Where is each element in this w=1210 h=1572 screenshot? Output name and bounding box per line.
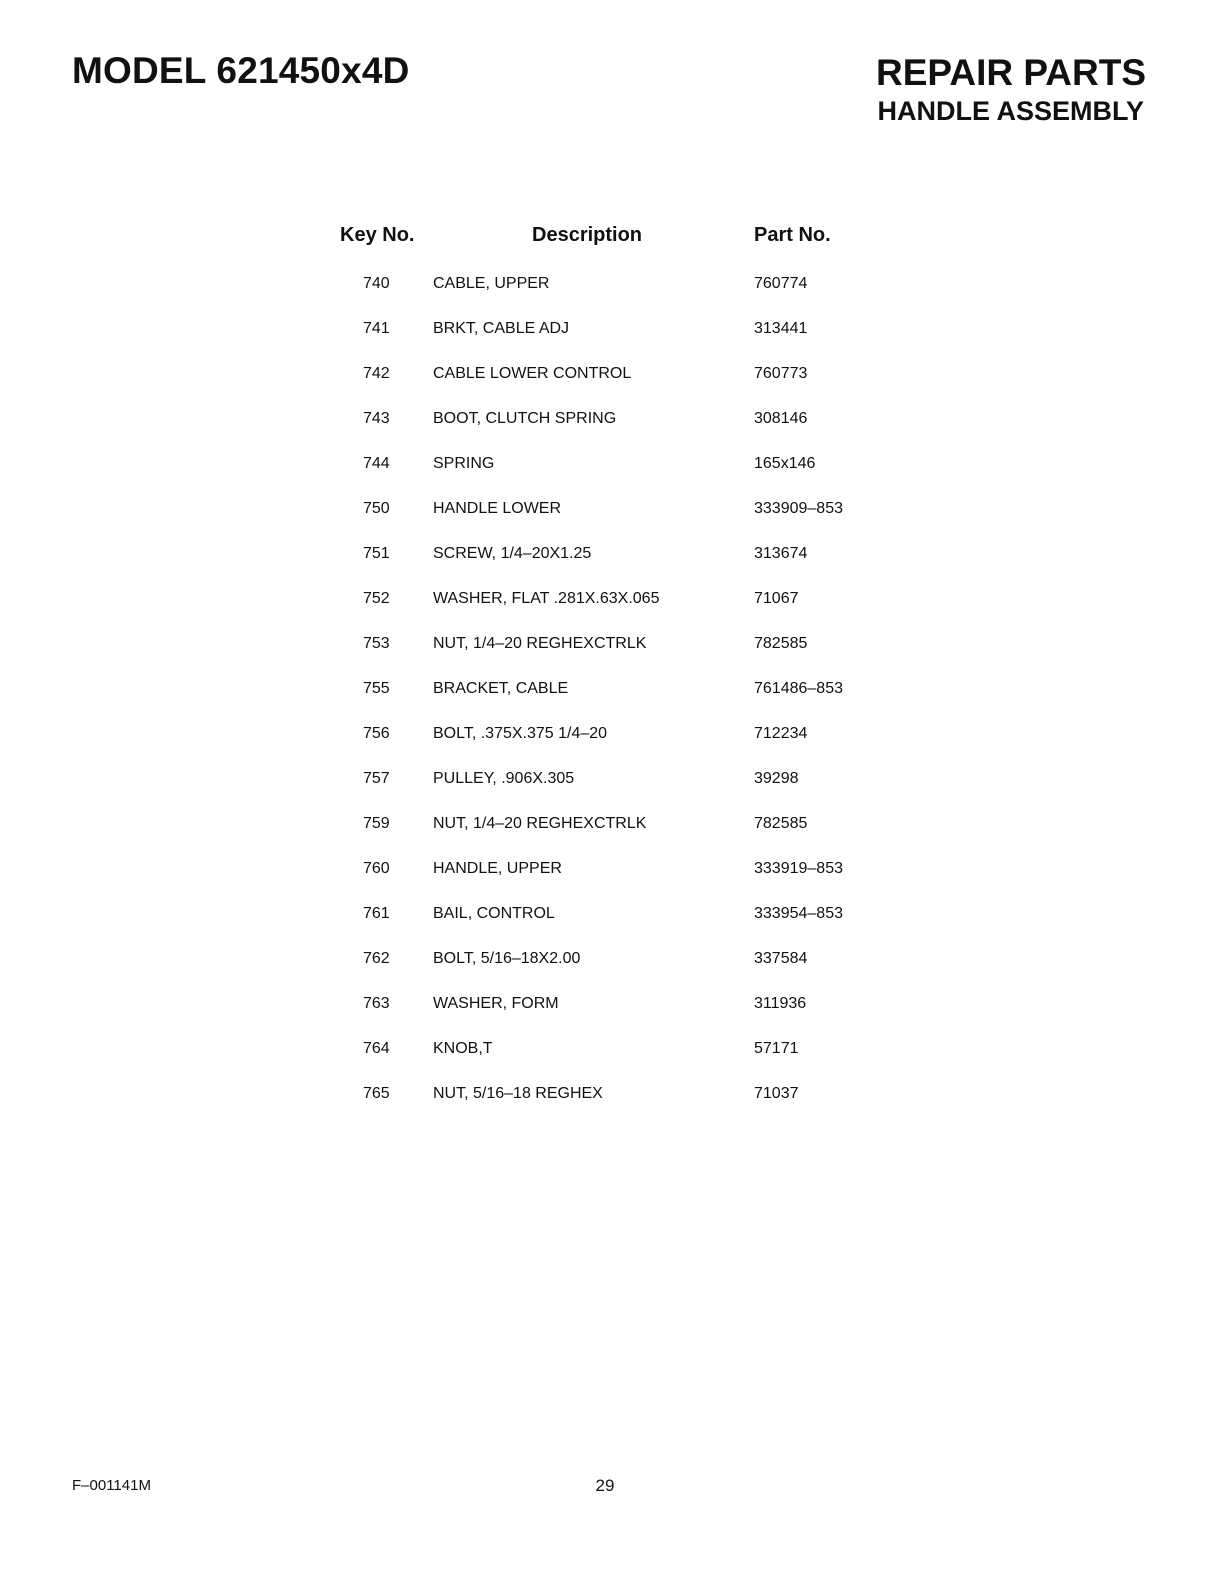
- description-cell: SCREW, 1/4–20X1.25: [433, 545, 592, 562]
- description-cell: BRACKET, CABLE: [433, 680, 569, 697]
- table-row: [330, 1039, 890, 1084]
- table-row: [330, 544, 890, 589]
- key-no-cell: 764: [363, 1040, 390, 1057]
- key-no-cell: 742: [363, 365, 390, 382]
- key-no-cell: 755: [363, 680, 390, 697]
- key-no-cell: 750: [363, 500, 390, 517]
- table-row: [330, 454, 890, 499]
- column-header-part-no: Part No.: [754, 224, 831, 246]
- description-cell: BOOT, CLUTCH SPRING: [433, 410, 617, 427]
- table-row: [330, 994, 890, 1039]
- column-header-key-no: Key No.: [340, 224, 415, 246]
- description-cell: NUT, 1/4–20 REGHEXCTRLK: [433, 815, 647, 832]
- key-no-cell: 757: [363, 770, 390, 787]
- part-no-cell: 71037: [754, 1085, 799, 1102]
- key-no-cell: 762: [363, 950, 390, 967]
- table-row: [330, 949, 890, 994]
- parts-table-body: [330, 274, 890, 1129]
- part-no-cell: 712234: [754, 725, 808, 742]
- part-no-cell: 308146: [754, 410, 808, 427]
- table-row: [330, 814, 890, 859]
- section-subtitle: HANDLE ASSEMBLY: [877, 96, 1144, 126]
- table-row: [330, 274, 890, 319]
- section-title: REPAIR PARTS: [876, 52, 1146, 93]
- key-no-cell: 763: [363, 995, 390, 1012]
- key-no-cell: 743: [363, 410, 390, 427]
- description-cell: BRKT, CABLE ADJ: [433, 320, 570, 337]
- description-cell: NUT, 5/16–18 REGHEX: [433, 1085, 603, 1102]
- description-cell: NUT, 1/4–20 REGHEXCTRLK: [433, 635, 647, 652]
- table-row: [330, 589, 890, 634]
- column-header-description: Description: [532, 224, 643, 246]
- key-no-cell: 744: [363, 455, 390, 472]
- page-number: 29: [595, 1476, 615, 1495]
- part-no-cell: 782585: [754, 815, 808, 832]
- table-row: [330, 679, 890, 724]
- key-no-cell: 765: [363, 1085, 390, 1102]
- table-row: [330, 499, 890, 544]
- key-no-cell: 752: [363, 590, 390, 607]
- description-cell: WASHER, FLAT .281X.63X.065: [433, 590, 660, 607]
- key-no-cell: 761: [363, 905, 390, 922]
- part-no-cell: 760774: [754, 275, 808, 292]
- part-no-cell: 333954–853: [754, 905, 843, 922]
- part-no-cell: 39298: [754, 770, 799, 787]
- part-no-cell: 760773: [754, 365, 808, 382]
- part-no-cell: 782585: [754, 635, 808, 652]
- table-row: [330, 319, 890, 364]
- part-no-cell: 337584: [754, 950, 808, 967]
- key-no-cell: 751: [363, 545, 390, 562]
- description-cell: HANDLE LOWER: [433, 500, 562, 517]
- part-no-cell: 311936: [754, 995, 807, 1012]
- table-row: [330, 1084, 890, 1129]
- parts-table: [330, 224, 890, 1102]
- table-row: [330, 634, 890, 679]
- part-no-cell: 57171: [754, 1040, 799, 1057]
- part-no-cell: 313441: [754, 320, 808, 337]
- table-row: [330, 904, 890, 949]
- description-cell: SPRING: [433, 455, 495, 472]
- table-row: [330, 769, 890, 814]
- key-no-cell: 759: [363, 815, 390, 832]
- key-no-cell: 740: [363, 275, 390, 292]
- table-row: [330, 409, 890, 454]
- form-code: F–001141M: [72, 1477, 151, 1494]
- description-cell: BAIL, CONTROL: [433, 905, 555, 922]
- description-cell: PULLEY, .906X.305: [433, 770, 575, 787]
- description-cell: HANDLE, UPPER: [433, 860, 562, 877]
- key-no-cell: 753: [363, 635, 390, 652]
- table-row: [330, 859, 890, 904]
- part-no-cell: 761486–853: [754, 680, 843, 697]
- description-cell: KNOB,T: [433, 1040, 493, 1057]
- part-no-cell: 165x146: [754, 455, 816, 472]
- part-no-cell: 313674: [754, 545, 808, 562]
- description-cell: BOLT, 5/16–18X2.00: [433, 950, 581, 967]
- description-cell: BOLT, .375X.375 1/4–20: [433, 725, 608, 742]
- key-no-cell: 760: [363, 860, 390, 877]
- description-cell: CABLE LOWER CONTROL: [433, 365, 632, 382]
- key-no-cell: 756: [363, 725, 390, 742]
- model-title: MODEL 621450x4D: [72, 50, 410, 91]
- part-no-cell: 333909–853: [754, 500, 843, 517]
- key-no-cell: 741: [363, 320, 390, 337]
- part-no-cell: 71067: [754, 590, 799, 607]
- table-row: [330, 724, 890, 769]
- table-row: [330, 364, 890, 409]
- description-cell: WASHER, FORM: [433, 995, 559, 1012]
- part-no-cell: 333919–853: [754, 860, 843, 877]
- parts-table-header: [330, 224, 890, 254]
- description-cell: CABLE, UPPER: [433, 275, 550, 292]
